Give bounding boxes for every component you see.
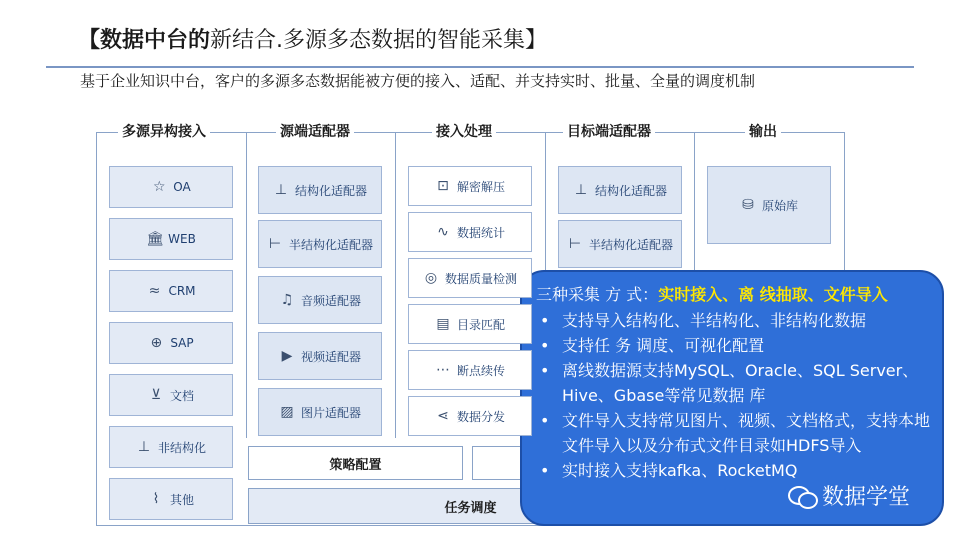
- source-adapters-label: 视频适配器: [300, 349, 361, 364]
- globe-icon: ⊕: [150, 335, 163, 351]
- source-adapters-label: 结构化适配器: [294, 183, 367, 198]
- processing-item: [408, 258, 532, 298]
- target-adapters-label: 结构化适配器: [594, 183, 667, 198]
- processing-item: [408, 212, 532, 252]
- sources-label: OA: [173, 180, 191, 194]
- wechat-icon: [788, 484, 816, 508]
- video-icon: ▶: [281, 348, 293, 364]
- sources-item: [109, 426, 233, 468]
- processing-item: [408, 304, 532, 344]
- database-icon: ⛁: [742, 197, 754, 213]
- column-divider: [395, 132, 396, 438]
- trend-icon: ≈: [148, 283, 161, 299]
- watermark-label: 数据学堂: [822, 485, 911, 510]
- sources-item: [109, 374, 233, 416]
- source-adapters-item: [258, 276, 382, 324]
- processing-label: 数据统计: [456, 225, 505, 240]
- column-header-output: 输出: [745, 121, 781, 143]
- callout-bullet: • 实时接入支持kafka、RocketMQ: [536, 458, 936, 483]
- callout-bullet: • 文件导入支持常见图片、视频、文档格式，支持本地文件导入以及分布式文件目录如HDFS导入: [536, 408, 936, 458]
- decrypt-icon: ⊡: [437, 178, 449, 194]
- processing-label: 数据质量检测: [444, 271, 517, 286]
- sources-item: [109, 218, 233, 260]
- sources-label: 非结构化: [157, 440, 206, 455]
- sources-label: WEB: [168, 232, 196, 246]
- callout-bullets: [536, 308, 936, 483]
- target-adapters-item: [558, 166, 682, 214]
- callout-heading: 三种采集 方 式：实时接入、离 线抽取、文件导入: [536, 285, 888, 304]
- column-header-sources: 多源异构接入: [118, 121, 210, 143]
- hierarchy-icon: ⊥: [574, 182, 588, 198]
- dots-icon: ⋯: [435, 362, 450, 378]
- source-adapters-item: [258, 332, 382, 380]
- callout-bullet: • 支持导入结构化、半结构化、非结构化数据: [536, 308, 936, 333]
- image-icon: ▨: [280, 404, 294, 420]
- line-chart-icon: ∿: [437, 224, 449, 240]
- hierarchy-icon: ⊥: [274, 182, 288, 198]
- source-adapters-item: [258, 388, 382, 436]
- page-subtitle: 基于企业知识中台，客户的多源多态数据能被方便的接入、适配、并支持实时、批量、全量的调度机制: [80, 72, 756, 90]
- tools-icon: ⌇: [152, 491, 160, 507]
- column-header-source-adapters: 源端适配器: [276, 121, 354, 143]
- sources-label: 其他: [169, 492, 194, 507]
- output-label: 原始库: [761, 198, 798, 213]
- column-header-processing: 接入处理: [432, 121, 496, 143]
- hierarchy-icon: ⊥: [137, 439, 151, 455]
- bank-icon: 🏛: [146, 231, 164, 247]
- callout-bullet: • 支持任 务 调度、可视化配置: [536, 333, 936, 358]
- column-header-target-adapters: 目标端适配器: [563, 121, 655, 143]
- callout-highlight: 实时接入、离 线抽取、文件导入: [658, 285, 888, 304]
- column-divider: [246, 132, 247, 438]
- title-divider: [46, 66, 914, 68]
- strategy-config-bar: 策略配置: [248, 446, 463, 480]
- processing-label: 目录匹配: [456, 317, 505, 332]
- task-schedule-bar: 任务调度: [248, 488, 693, 524]
- source-adapters-label: 半结构化适配器: [288, 237, 373, 252]
- sources-label: SAP: [170, 336, 194, 350]
- sources-label: CRM: [168, 284, 196, 298]
- source-adapters-label: 音频适配器: [300, 293, 361, 308]
- callout-bullet: • 离线数据源支持MySQL、Oracle、SQL Server、Hive、Gbase等常见数据 库: [536, 358, 936, 408]
- processing-item: [408, 396, 532, 436]
- watermark: [788, 480, 910, 511]
- catalog-icon: ▤: [436, 316, 450, 332]
- tree-icon: ⊢: [568, 236, 582, 252]
- sources-item: [109, 478, 233, 520]
- share-icon: ⋖: [437, 408, 449, 424]
- processing-item: [408, 350, 532, 390]
- processing-label: 数据分发: [456, 409, 505, 424]
- sources-item: [109, 166, 233, 208]
- output-item: [707, 166, 831, 244]
- page-title: 【数据中台的新结合.多源多态数据的智能采集】: [78, 28, 548, 53]
- source-adapters-label: 图片适配器: [300, 405, 361, 420]
- processing-label: 断点续传: [456, 363, 505, 378]
- target-adapters-label: 半结构化适配器: [588, 237, 673, 252]
- sources-item: [109, 270, 233, 312]
- source-adapters-item: [258, 166, 382, 214]
- sources-label: 文档: [169, 388, 194, 403]
- badge-icon: ☆: [152, 179, 166, 195]
- source-adapters-item: [258, 220, 382, 268]
- sources-item: [109, 322, 233, 364]
- music-icon: ♫: [280, 292, 294, 308]
- target-adapters-item: [558, 220, 682, 268]
- quality-icon: ◎: [424, 270, 438, 286]
- processing-label: 解密解压: [456, 179, 505, 194]
- basket-icon: ⊻: [150, 387, 162, 403]
- processing-item: [408, 166, 532, 206]
- tree-icon: ⊢: [268, 236, 282, 252]
